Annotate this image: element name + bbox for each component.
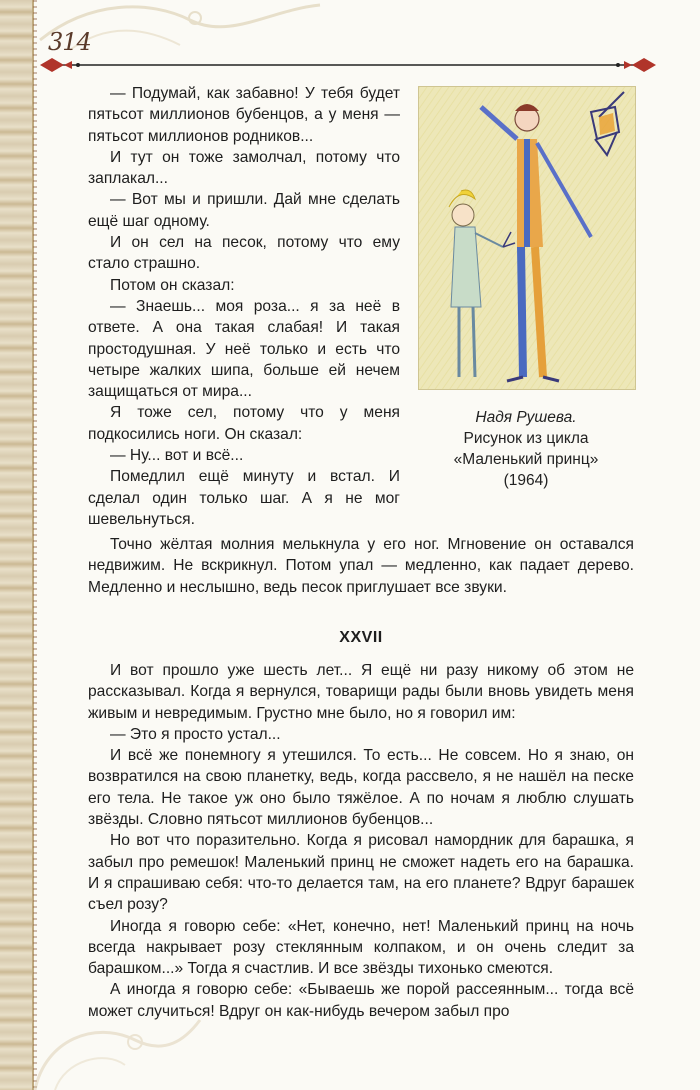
caption-line: «Маленький принц» (453, 451, 599, 468)
text-column-top (88, 83, 400, 530)
header-divider (38, 52, 658, 78)
ornamental-border (0, 0, 34, 1090)
text-column-bottom (88, 660, 634, 1022)
paragraph: И он сел на песок, потому что ему стало страшно. (88, 234, 400, 273)
illustration-caption (418, 407, 634, 491)
paragraph: Но вот что поразительно. Когда я рисовал намордник для барашка, я забыл про ремешок! Маленький принц не сможет надеть его на барашка. И я спрашиваю себя: что-то делается там, на его планете? Вдруг барашек съел розу? (88, 832, 634, 914)
illustration-drawing (418, 86, 636, 390)
paragraph: — Знаешь... моя роза... я за неё в ответе. А она такая слабая! И такая простодушная. У неё только и есть что четыре жалких шипа, больше ей нечем защищаться от мира... (88, 297, 400, 401)
paragraph: Я тоже сел, потому что у меня подкосились ноги. Он сказал: (88, 404, 400, 443)
paragraph: — Это я просто устал... (110, 725, 281, 743)
chapter-heading: XXVII (339, 629, 383, 646)
paragraph: И всё же понемногу я утешился. То есть... Не совсем. Но я знаю, он возвратился на свою планетку, ведь, когда рассвело, я не нашёл на песке его тела. Не такое уж оно было тяжёлое. А по ночам я люблю слушать звёзды. Словно пятьсот миллионов бубенцов... (88, 747, 634, 829)
paragraph: Потом он сказал: (110, 276, 235, 294)
caption-line: Рисунок из цикла (463, 430, 589, 447)
paragraph: И тут он тоже замолчал, потому что заплакал... (88, 148, 400, 188)
paragraph: А иногда я говорю себе: «Бываешь же порой рассеянным... тогда всё может случиться! Вдруг он как-нибудь вечером забыл про (88, 981, 634, 1020)
caption-author: Надя Рушева. (475, 409, 577, 426)
paragraph: Иногда я говорю себе: «Нет, конечно, нет! Маленький принц на ночь всегда накрывает розу стеклянным колпаком, и он очень следит за барашком...» Тогда я счастлив. И все звёзды тихонько смеются. (88, 917, 634, 978)
corner-ornament-bottom (25, 1000, 205, 1090)
paragraph: И вот прошло уже шесть лет... Я ещё ни разу никому об этом не рассказывал. Когда я вернулся, товарищи рады были вновь увидеть меня живым и невредимым. Грустно мне было, но я говорил им: (88, 662, 634, 722)
paragraph: — Вот мы и пришли. Дай мне сделать ещё шаг одному. (88, 191, 400, 230)
caption-year: (1964) (503, 472, 549, 489)
page-number: 314 (48, 28, 91, 56)
paragraph: — Подумай, как забавно! У тебя будет пятьсот миллионов бубенцов, а у меня — пятьсот миллионов родников... (88, 85, 400, 145)
paragraph: — Ну... вот и всё... (110, 447, 244, 465)
paragraph: Точно жёлтая молния мелькнула у его ног. Мгновение он оставался недвижим. Не вскрикнул. Потом упал — медленно, как падает дерево. Медленно и неслышно, ведь песок приглушает все звуки. (88, 536, 634, 596)
paragraph: Помедлил ещё минуту и встал. И сделал один только шаг. А я не мог шевельнуться. (88, 468, 400, 528)
little-prince-drawing (419, 87, 635, 389)
text-continuation (88, 534, 634, 598)
